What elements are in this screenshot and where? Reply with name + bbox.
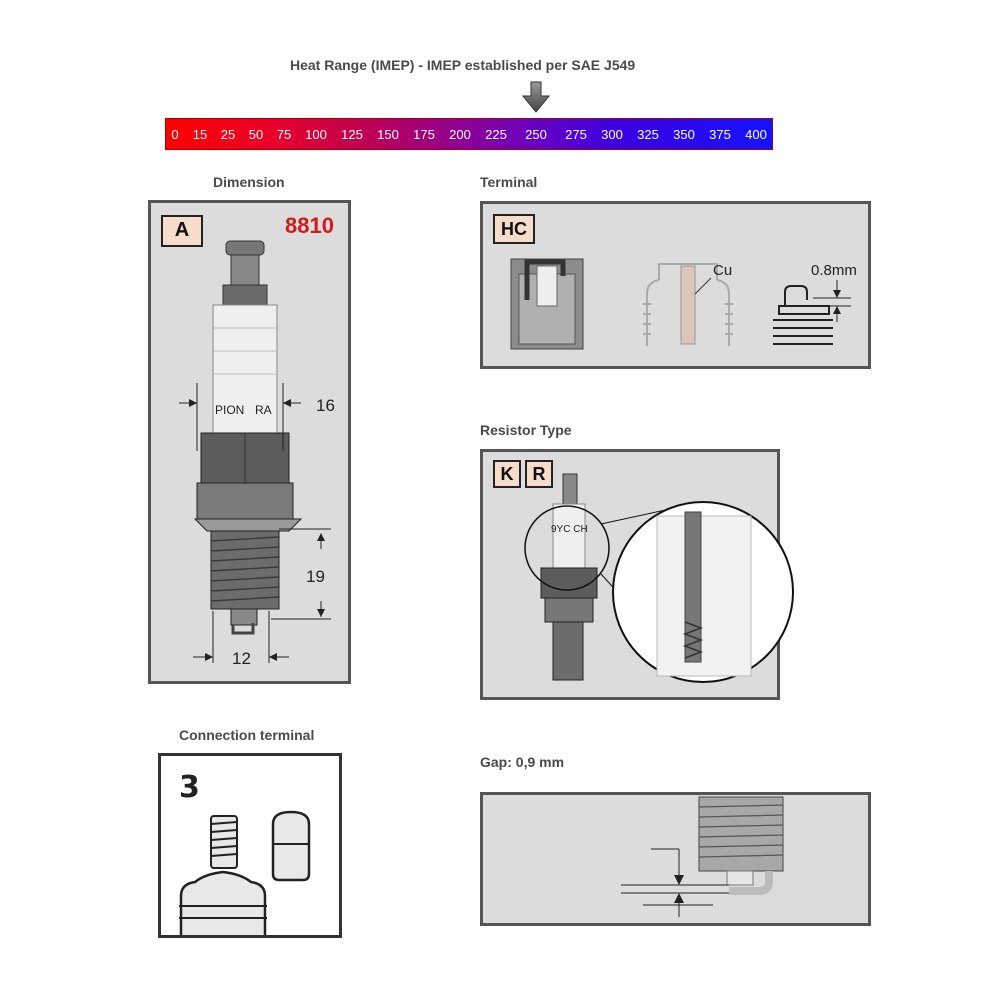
heat-tick: 15	[192, 127, 208, 142]
resistor-panel	[480, 449, 780, 700]
resistor-heading: Resistor Type	[480, 422, 572, 438]
heat-range-pointer-icon	[523, 82, 549, 112]
resistor-code-k: K	[493, 460, 521, 488]
heat-tick: 25	[220, 127, 236, 142]
heat-tick: 125	[341, 127, 363, 142]
resistor-plug-illustration	[483, 452, 777, 697]
heat-tick: 375	[709, 127, 731, 142]
connection-heading: Connection terminal	[179, 727, 315, 743]
gap-heading: Gap: 0,9 mm	[480, 754, 565, 770]
connection-code: 3	[179, 770, 200, 805]
heat-tick: 350	[673, 127, 695, 142]
gap-panel	[480, 792, 871, 926]
resistor-insulator-text: 9YC CH	[551, 524, 588, 535]
hex-size-label: 16	[316, 396, 335, 415]
heat-tick: 300	[601, 127, 623, 142]
heat-tick: 50	[248, 127, 264, 142]
dimension-code: A	[161, 215, 203, 247]
spark-plug-dimension-illustration	[151, 203, 348, 681]
heat-tick: 225	[485, 127, 507, 142]
connection-terminal-illustration	[161, 756, 339, 935]
heat-tick: 200	[449, 127, 471, 142]
terminal-panel	[480, 201, 871, 369]
resistor-code-r: R	[525, 460, 553, 488]
dimension-panel	[148, 200, 351, 684]
heat-tick: 275	[565, 127, 587, 142]
insulator-text-left: PION	[215, 403, 245, 417]
heat-tick: 0	[171, 127, 179, 142]
terminal-gap-label: 0.8mm	[811, 262, 857, 279]
dimension-heading: Dimension	[213, 174, 285, 190]
terminal-code: HC	[493, 214, 535, 244]
heat-tick: 250	[525, 127, 547, 142]
terminal-electrode-illustrations	[483, 204, 868, 366]
heat-range-scale	[165, 118, 773, 150]
heat-tick: 175	[413, 127, 435, 142]
copper-core-label: Cu	[713, 262, 733, 279]
gap-electrode-illustration	[483, 795, 868, 923]
model-number: 8810	[285, 213, 334, 238]
heat-range-title: Heat Range (IMEP) - IMEP established per SAE J549	[290, 57, 636, 73]
connection-panel	[158, 753, 342, 938]
thread-diameter-label: 12	[232, 649, 251, 668]
terminal-heading: Terminal	[480, 174, 538, 190]
heat-tick: 75	[276, 127, 292, 142]
thread-reach-label: 19	[306, 567, 325, 586]
heat-tick: 325	[637, 127, 659, 142]
insulator-text-right: RA	[255, 403, 272, 417]
heat-tick: 150	[377, 127, 399, 142]
heat-tick: 100	[305, 127, 327, 142]
heat-tick: 400	[745, 127, 767, 142]
